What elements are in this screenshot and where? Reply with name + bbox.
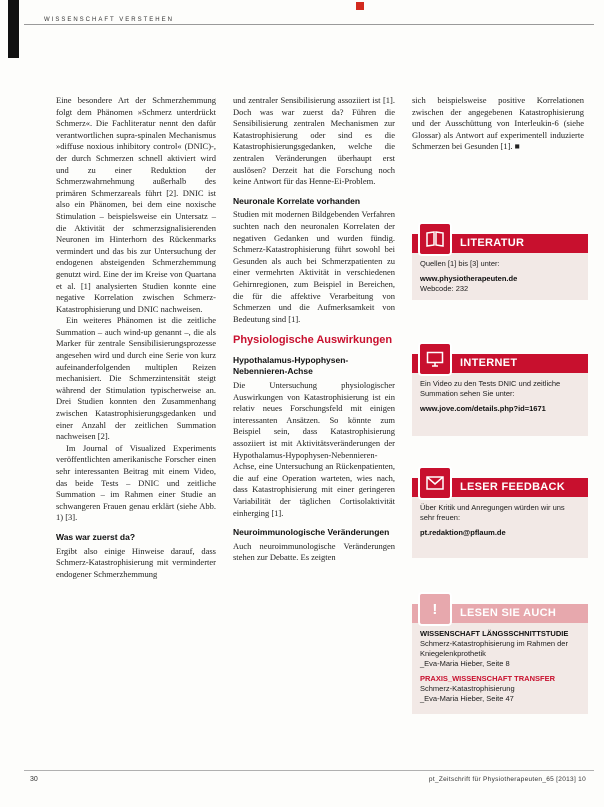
paragraph: Ein weiteres Phänomen ist die zeitliche Summation – auch wind-up genannt –, die als Marker für zentrale Sensibilisierungsprozesse angesehen wird und durch eine Serie von kurz aufeinanderfolgenden multiplen Reizen mechanisiert. Die Schmerzintensität steigt während der Stimulation typischerweise an. Drei Studien konnten den Zusammenhang zwischen Katastrophisierungsgedanken und einer Anzahl der zeitlichen Summation nachweisen [2].: [56, 315, 216, 442]
monitor-icon: [418, 342, 452, 376]
internet-link[interactable]: www.jove.com/details.php?id=1671: [420, 404, 546, 413]
left-edge-bar: [8, 0, 19, 58]
lesen-title: LESEN SIE AUCH: [460, 607, 557, 619]
book-icon: [418, 222, 452, 256]
lesen-section-2: PRAXIS_WISSENSCHAFT TRANSFER: [420, 674, 556, 683]
feedback-text: Über Kritik und Anregungen würden wir uns sehr freuen:: [420, 503, 565, 522]
subheading: Neuroimmunologische Veränderungen: [233, 527, 390, 538]
feedback-band: [412, 478, 588, 497]
internet-box: [412, 354, 588, 436]
section-label: WISSENSCHAFT VERSTEHEN: [44, 17, 174, 23]
text-column-2: [233, 95, 395, 564]
paragraph: Ergibt also einige Hinweise darauf, dass Schmerz-Katastrophisierung mit verminderter endogener Schmerzhemmung: [56, 545, 216, 579]
literatur-text: Quellen [1] bis [3] unter:: [420, 259, 500, 268]
literatur-link[interactable]: www.physiotherapeuten.de: [420, 274, 518, 283]
feedback-title: LESER FEEDBACK: [460, 481, 566, 493]
subheading: Neuronale Korrelate vorhanden: [233, 195, 361, 206]
footer-rule: [24, 770, 594, 771]
top-color-mark: [356, 2, 364, 10]
lesen-sie-auch-box: [412, 600, 588, 714]
lesen-section-1: WISSENSCHAFT LÄNGSSCHNITTSTUDIE: [420, 629, 569, 638]
literatur-title: LITERATUR: [460, 237, 525, 249]
literatur-band: [412, 234, 588, 253]
text-column-1: [56, 95, 216, 580]
header-rule: [24, 24, 594, 25]
exclamation-icon: !: [418, 592, 452, 626]
subheading: Was war zuerst da?: [56, 531, 136, 542]
text-column-3: [412, 95, 584, 153]
paragraph: Auch neuroimmunologische Veränderungen stehen zur Debatte. Es zeigten: [233, 540, 395, 563]
internet-title: INTERNET: [460, 357, 518, 369]
paragraph: Eine besondere Art der Schmerzhemmung folgt dem Phänomen »Schmerz unterdrückt Schmerz«. Die Fachliteratur nennt den dafür verantwortlichen supra-spinalen Mechanismus »diffuse noxious inhibitory control« (DNIC)-, der durch Schmerzen schnell aktiviert wird und zu einer Reduktion der Schmerzwahrnehmung außerhalb des primären Schmerzareals führt [2]. DNIC ist also ein Phänomen, bei dem eine noxische Stimulation – beispielsweise ein Untersatz – die Aktivität der schmerzsignalisierenden Neuronen im Hinterhorn des Rückenmarks vermindert und das bis zur Untersuchung der endogenen absteigenden Schmerzhemmung genutzt wird. Eine der im Kreise von Quartana et al. [1] analysierten Studien konnte eine negative Korrelation zwischen Schmerz-Katastrophisierung und DNIC nachweisen.: [56, 95, 216, 314]
paragraph: sich beispielsweise positive Korrelationen zwischen der angegebenen Katastrophisierung und der Ausschüttung von Interleukin-6 (siehe Glossar) als Antwort auf experimentell induzierte Schmerzen bei Gesunden [1]. ■: [412, 95, 584, 152]
paragraph: und zentraler Sensibilisierung assoziiert ist [1]. Doch was war zuerst da? Führen die Sensibilisierung zentralen Mechanismen zur Katastrophisierung oder sind es die Katastrophisierungsgedanken, welche die zentralen Veränderungen überhaupt erst auslösen? Derzeit hat die Forschung noch keine Antwort für das Henne-Ei-Problem.: [233, 95, 395, 187]
internet-band: [412, 354, 588, 373]
feedback-box: [412, 478, 588, 558]
paragraph: Die Untersuchung physiologischer Auswirkungen von Katastrophisierung ist ein relativ neues Forschungsfeld mit einigen interessanten Ansätzen. So könnte zum Beispiel sein, dass Katastrophisierung assoziiert ist mit Aktivitätsveränderungen der Hypothalamus-Hypophysen-Nebennieren-Achse, eine Untersuchung an Rückenpatienten, die auf eine Operation warteten, wies nach, dass Katastrophisierung mit einer geringeren Variabilität der täglichen Cortisolaktivität einherging [1].: [233, 380, 395, 518]
section-heading: Physiologische Auswirkungen: [233, 334, 393, 347]
lesen-article-2[interactable]: Schmerz-Katastrophisierung: [420, 684, 515, 693]
feedback-email[interactable]: pt.redaktion@pflaum.de: [420, 528, 506, 537]
internet-text: Ein Video zu den Tests DNIC und zeitliche Summation sehen Sie unter:: [420, 379, 561, 398]
literatur-box: [412, 234, 588, 300]
envelope-icon: [418, 466, 452, 500]
journal-source: pt_Zeitschrift für Physiotherapeuten_65 [2013] 10: [428, 776, 586, 783]
paragraph: Studien mit modernen Bildgebenden Verfahren suchten nach den neuronalen Korrelaten der negativen Gedanken und wurden fündig. Schmerz-Katastrophisierung führt sowohl bei Gesunden als auch bei Schmerzpatienten zu einer vermehrten Aktivität in verschiedenen Gehirnregionen, zum Beispiel in Bereichen, die für die affektive Verarbeitung von Schmerzen und die Aufmerksamkeit von Bedeutung sind [1].: [233, 209, 395, 324]
lesen-article-1[interactable]: Schmerz-Katastrophisierung im Rahmen der Kniegelenkprothetik: [420, 639, 568, 658]
lesen-author-1: _Eva-Maria Hieber, Seite 8: [420, 659, 510, 668]
literatur-webcode: Webcode: 232: [420, 284, 469, 293]
subheading: Hypothalamus-Hypophysen-Nebennieren-Achse: [233, 354, 349, 377]
paragraph: Im Journal of Visualized Experiments veröffentlichten amerikanische Forscher einen sehr interessanten Beitrag mit einem Video, das beide Tests – DNIC und zeitliche Summation – im Rahmen einer Studie an schwangeren Frauen genau erklärt (siehe Abb. 1) [3].: [56, 442, 216, 523]
lesen-band: [412, 600, 588, 623]
page-number: 30: [30, 776, 38, 783]
lesen-author-2: _Eva-Maria Hieber, Seite 47: [420, 694, 514, 703]
